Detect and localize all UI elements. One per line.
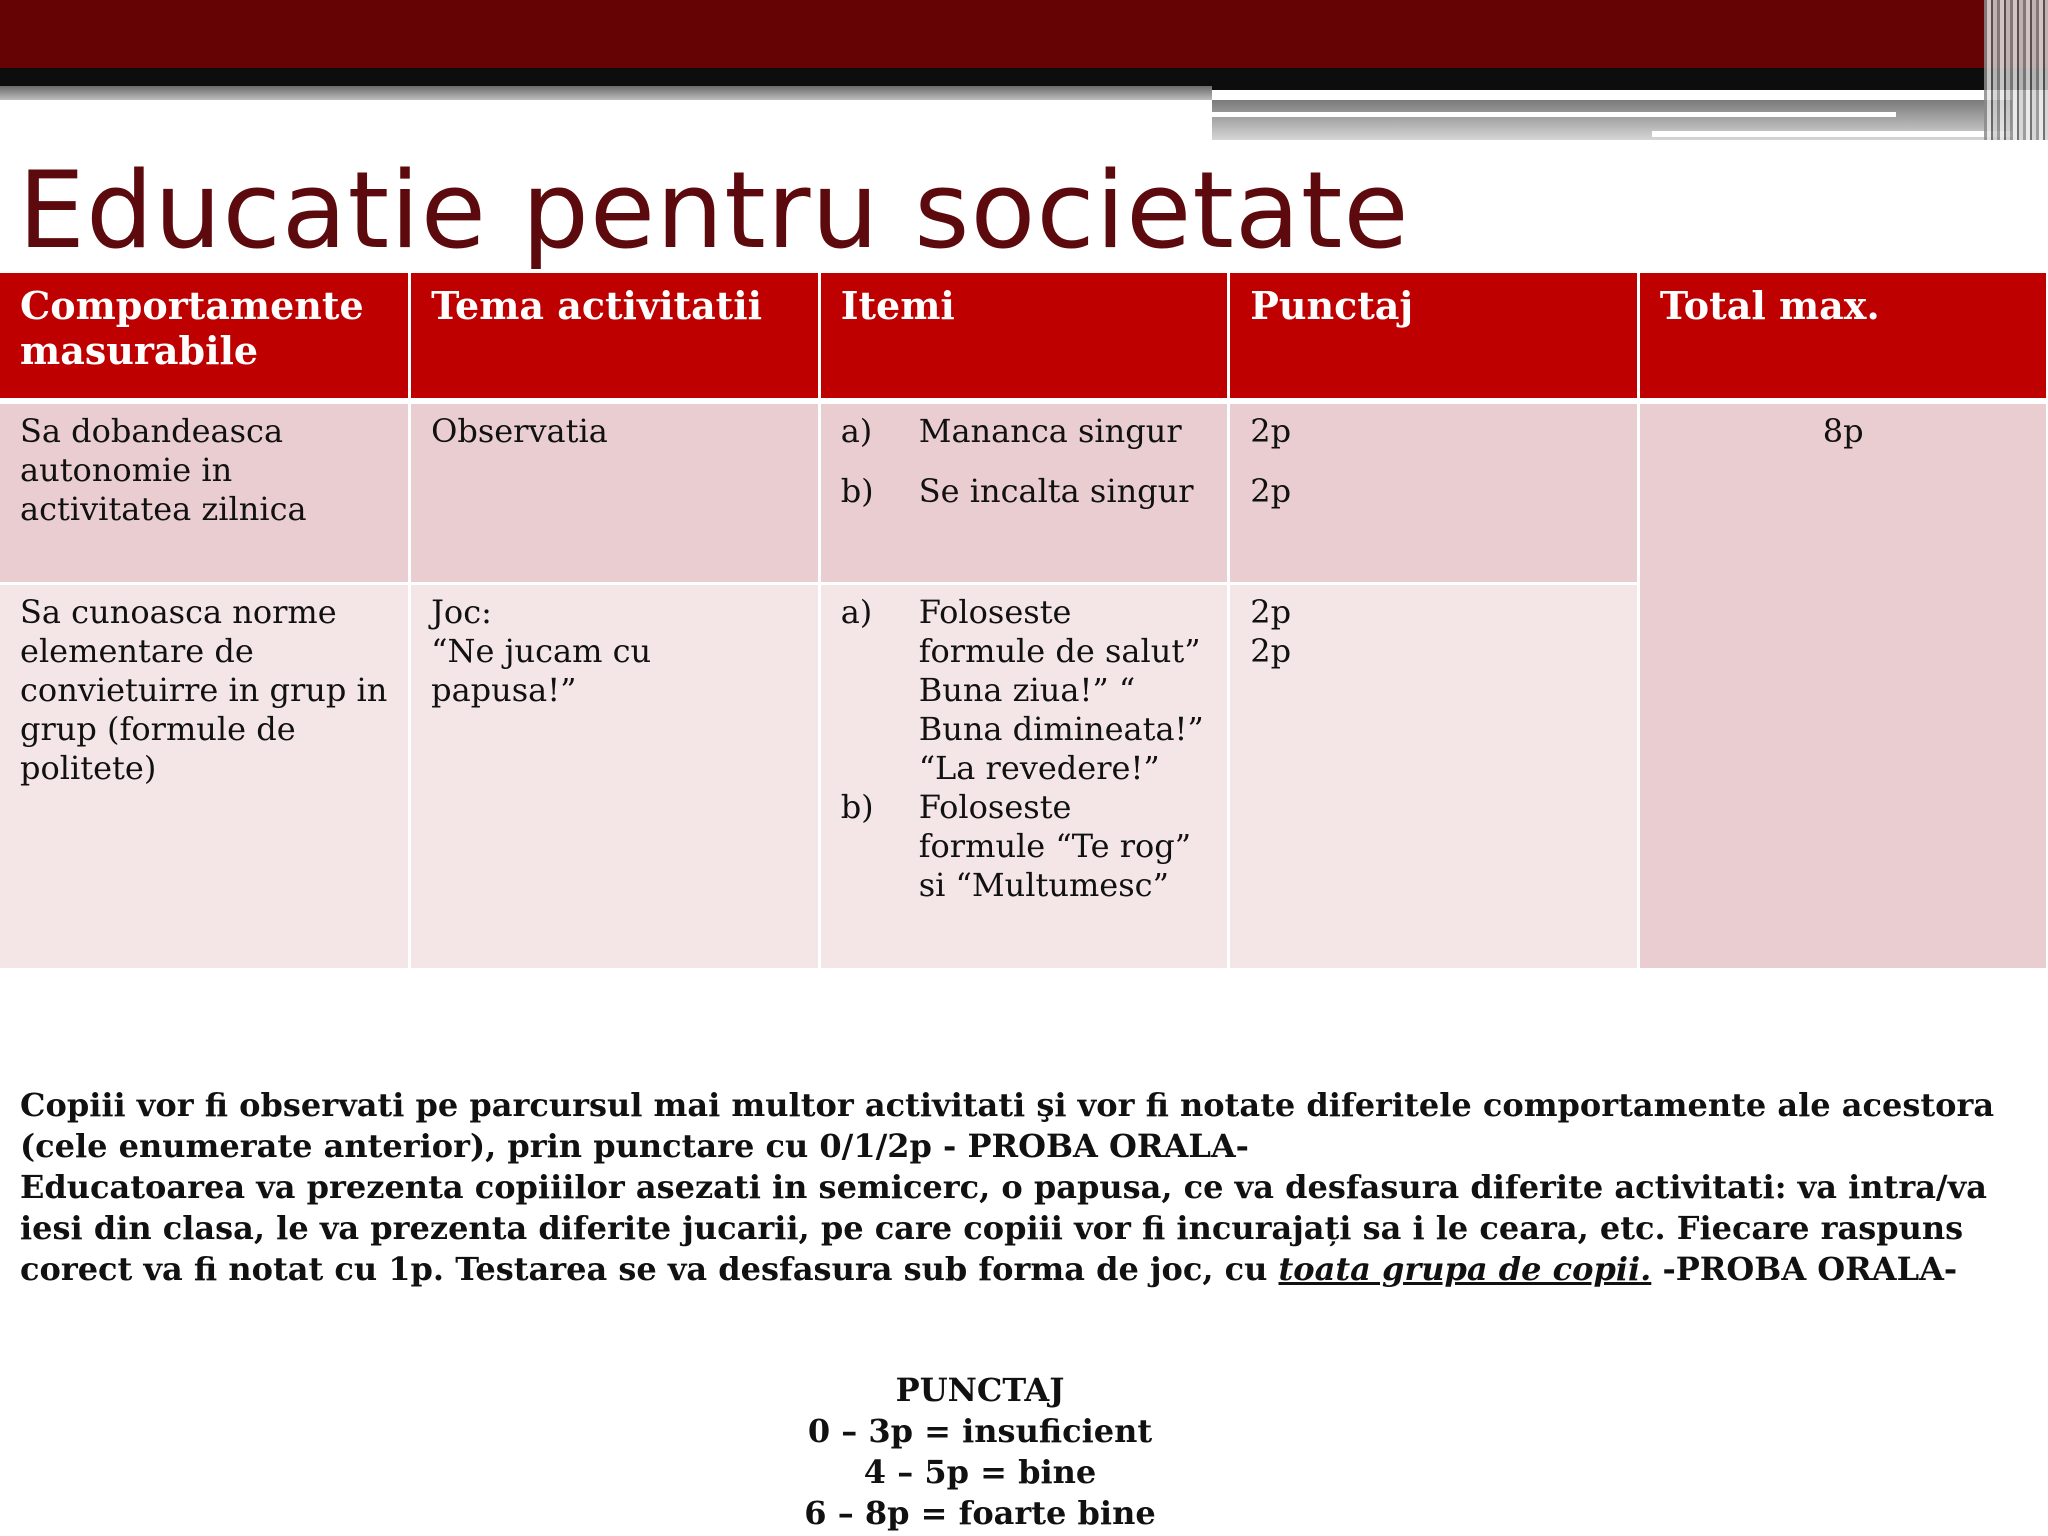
instructions-paragraph-2 xyxy=(20,1167,2020,1290)
points-value: 2p xyxy=(1250,472,1292,510)
scoring-line: 0 – 3p = insuficient xyxy=(807,1412,1153,1450)
behavior-cell: Sa dobandeasca autonomie in activitatea zilnica xyxy=(0,401,410,583)
header-band-red xyxy=(0,0,2048,68)
table-header-row xyxy=(0,273,2048,401)
theme-label: Joc: xyxy=(431,592,492,631)
header-accent-line-short xyxy=(1652,131,2012,137)
item-text: Se incalta singur xyxy=(918,472,1194,510)
total-value: 8p xyxy=(1822,412,1864,450)
items-cell xyxy=(819,583,1229,969)
instructions-paragraph-1: Copiii vor fi observati pe parcursul mai multor activitati şi vor fi notate diferitele comportamente ale acestora (cele enumerate anterior), prin punctare cu 0/1/2p - PROBA ORALA- xyxy=(20,1086,1995,1165)
item-marker: a) xyxy=(840,592,873,631)
header-points: Punctaj xyxy=(1229,273,1639,401)
points-value: 2p xyxy=(1250,412,1292,450)
item-list xyxy=(841,593,1208,788)
item-text: Mananca singur xyxy=(918,412,1182,450)
points-value: 2p xyxy=(1250,631,1292,670)
scoring-block xyxy=(680,1370,1280,1534)
header-total: Total max. xyxy=(1638,273,2048,401)
item-text: Foloseste formule de salut” Buna ziua!” “ Buna dimineata!” “La revedere!” xyxy=(918,592,1204,787)
item-marker: a) xyxy=(840,412,873,450)
item-text: Foloseste formule “Te rog” si “Multumesc” xyxy=(918,787,1192,904)
theme-quote: “Ne jucam cu papusa!” xyxy=(431,631,652,709)
header-band-grey xyxy=(0,86,1212,100)
scoring-heading: PUNCTAJ xyxy=(895,1371,1065,1409)
items-cell xyxy=(819,401,1229,583)
header-accent-line xyxy=(1212,112,1896,117)
instructions-text-end: -PROBA ORALA- xyxy=(1651,1250,1958,1288)
points-cell xyxy=(1229,401,1639,583)
instructions-emphasis: toata grupa de copii. xyxy=(1278,1250,1652,1288)
scoring-line: 4 – 5p = bine xyxy=(863,1453,1097,1491)
total-cell xyxy=(1638,401,2048,969)
item-list xyxy=(841,472,1208,511)
points-cell xyxy=(1229,583,1639,969)
instructions-text xyxy=(20,1085,2020,1290)
scoring-line: 6 – 8p = foarte bine xyxy=(804,1494,1156,1532)
header-behaviors: Comportamente masurabile xyxy=(0,273,410,401)
item-marker: b) xyxy=(840,472,874,510)
instructions-text-start: Educatoarea va prezenta copiiilor asezati in semicerc, o papusa, ce va desfasura diferite activitati: va intra/va iesi din clasa, le va prezenta diferite jucarii, pe care copiii vor fi incurajați sa i le ceara, etc. Fiecare raspuns corect va fi notat cu 1p. Testarea se va desfasura sub forma de joc, cu xyxy=(20,1168,1987,1288)
theme-cell: Observatia xyxy=(410,401,820,583)
theme-cell xyxy=(410,583,820,969)
header-stripes xyxy=(1984,0,2048,140)
item-list xyxy=(841,412,1208,451)
slide-title: Educatie pentru societate xyxy=(18,149,1410,272)
points-value: 2p xyxy=(1250,592,1292,631)
assessment-table xyxy=(0,273,2048,971)
item-marker: b) xyxy=(840,787,874,826)
item-list xyxy=(841,788,1208,905)
header-items: Itemi xyxy=(819,273,1229,401)
behavior-cell: Sa cunoasca norme elementare de convietuirre in grup in grup (formule de politete) xyxy=(0,583,410,969)
header-theme: Tema activitatii xyxy=(410,273,820,401)
table-row xyxy=(0,401,2048,583)
